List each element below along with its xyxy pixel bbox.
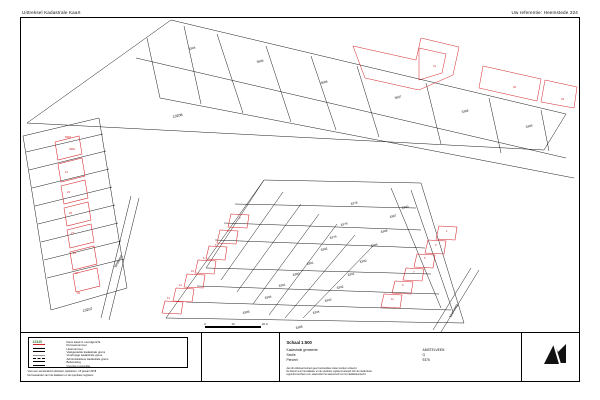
legend-bar [21,332,580,382]
house-number: 27 [70,231,74,235]
house-number: 2 [238,216,240,220]
parcel-number: 8391 [346,271,355,277]
parcel-number: 8389 [369,242,378,248]
legend-text-4: Voorlopige kadastrale grens [66,353,103,358]
parcel-number: 8390 [358,258,367,264]
house-number: 23 [66,190,70,194]
legend-text-3: Vastgestelde kadastrale grens [66,350,106,354]
house-number: 31 [74,271,78,275]
svg-text:Veldweg: Veldweg [112,254,123,268]
legend-text-2: Huisnummer [66,346,83,351]
info-value-sectie: G [422,353,426,357]
info-value-perceel: 9376 [422,358,430,362]
info-label-gemeente: Kadastrale gemeente [286,348,318,352]
disclaimer-line-1: De Dienst voor het kadaster en de openbare registers behoudt zich de intellectuele [286,371,372,373]
house-number: 7 [412,270,414,274]
parcel-number: 5065 [255,58,264,64]
house-number: 12 [178,283,182,287]
house-number: 21 [64,170,68,174]
kadaster-logo-icon [540,341,570,367]
scale-label-10: 10 [231,321,235,326]
house-number: 4962 [68,147,75,151]
parcel-number: 8381 [277,282,286,288]
scale-label-0: 0 [204,321,206,326]
parcel-number: 8384 [263,294,272,300]
house-number: 43 [560,97,564,101]
house-number: 10 [190,269,194,273]
parcel-number: 8380 [400,204,409,210]
info-label-perceel: Perceel [286,358,298,362]
parcel-number: 8381 [305,260,314,266]
legend-note-0: Voor een eensluidend uittreksel, Apeldoorn, 15 januari 2018 [27,370,97,373]
legend-text-1: Perceelnummer [66,343,87,348]
house-number: 14 [166,296,170,300]
house-number: 41 [432,64,436,68]
legend-text-5: Administratieve kadastrale grens [66,356,109,361]
parcel-number: 8379 [339,221,348,227]
scale-text: Schaal 1:500 [286,340,312,345]
house-number: 3 [434,243,436,247]
parcel-number: 10207 [81,306,93,313]
info-value-gemeente: AMSTELVEEN [422,348,445,352]
house-number: 29 [72,251,76,255]
house-number: 8 [202,256,204,260]
parcel-number: 5369 [524,123,533,129]
parcel-number: 10208 [171,112,183,119]
parcel-number: 5368 [460,108,469,114]
parcel-number: 8394 [311,309,320,315]
house-number: 8392 [64,135,71,139]
house-number: 6 [214,243,216,247]
parcel-number: 8386 [294,324,303,330]
disclaimer-line-2: eigendomsrechten voor, waaronder het auteursrecht en het databankenrecht. [286,374,367,376]
parcel-number: 5067 [393,94,402,100]
map-drawing [21,18,580,333]
legend-text-0: Deze kaart is noordgericht [66,339,101,344]
disclaimer-line-0: Aan dit uittreksel kunnen geen betrouwbare maten worden ontleend. [286,368,358,370]
parcel-number: 8393 [323,297,332,303]
legend-text-7: Overige topografie [66,363,91,368]
parcel-number: 8384 [187,45,196,51]
legend-note-1: De bewaarder van het kadaster en de openbare registers [27,373,94,377]
parcel-number: 8387 [388,213,397,219]
parcel-number: 8385 [241,309,250,315]
reference-label: Uw referentie: Heemstede 324 [511,10,578,15]
parcel-number: 5066 [319,79,328,85]
red-buildings-top [353,38,577,108]
house-number: 33 [76,291,80,295]
map-canvas[interactable] [21,18,580,333]
central-block [166,180,464,323]
info-label-sectie: Sectie [286,353,296,357]
road-lines [101,196,479,332]
svg-text:Veenweg: Veenweg [447,303,459,318]
legend-number-sample: 12345 [32,339,42,344]
parcel-number: 8388 [379,228,388,234]
parcel-number: 8379 [328,234,337,240]
left-strip-parcels [23,118,127,313]
house-number: 46 [512,85,516,89]
parcel-number: 8378 [349,200,358,206]
parcel-number-labels [82,45,533,330]
document-title: Uittreksel Kadastrale Kaart [22,10,81,15]
parcel-number: 8382 [319,246,328,252]
house-number: 25 [68,211,72,215]
scale-bar [205,322,290,331]
house-number: 4 [226,229,228,233]
house-number: 1 [445,229,447,233]
parcel-number: 8380 [291,271,300,277]
house-number: 9 [401,283,403,287]
parcel-number: 8392 [335,284,344,290]
house-number: 11 [390,297,394,301]
legend-box [28,337,188,368]
scale-label-20: 20 m [261,321,269,326]
house-number: 5 [423,256,425,260]
legend-text-6: Bebouwing [66,360,81,365]
top-parcel-block [27,20,574,178]
